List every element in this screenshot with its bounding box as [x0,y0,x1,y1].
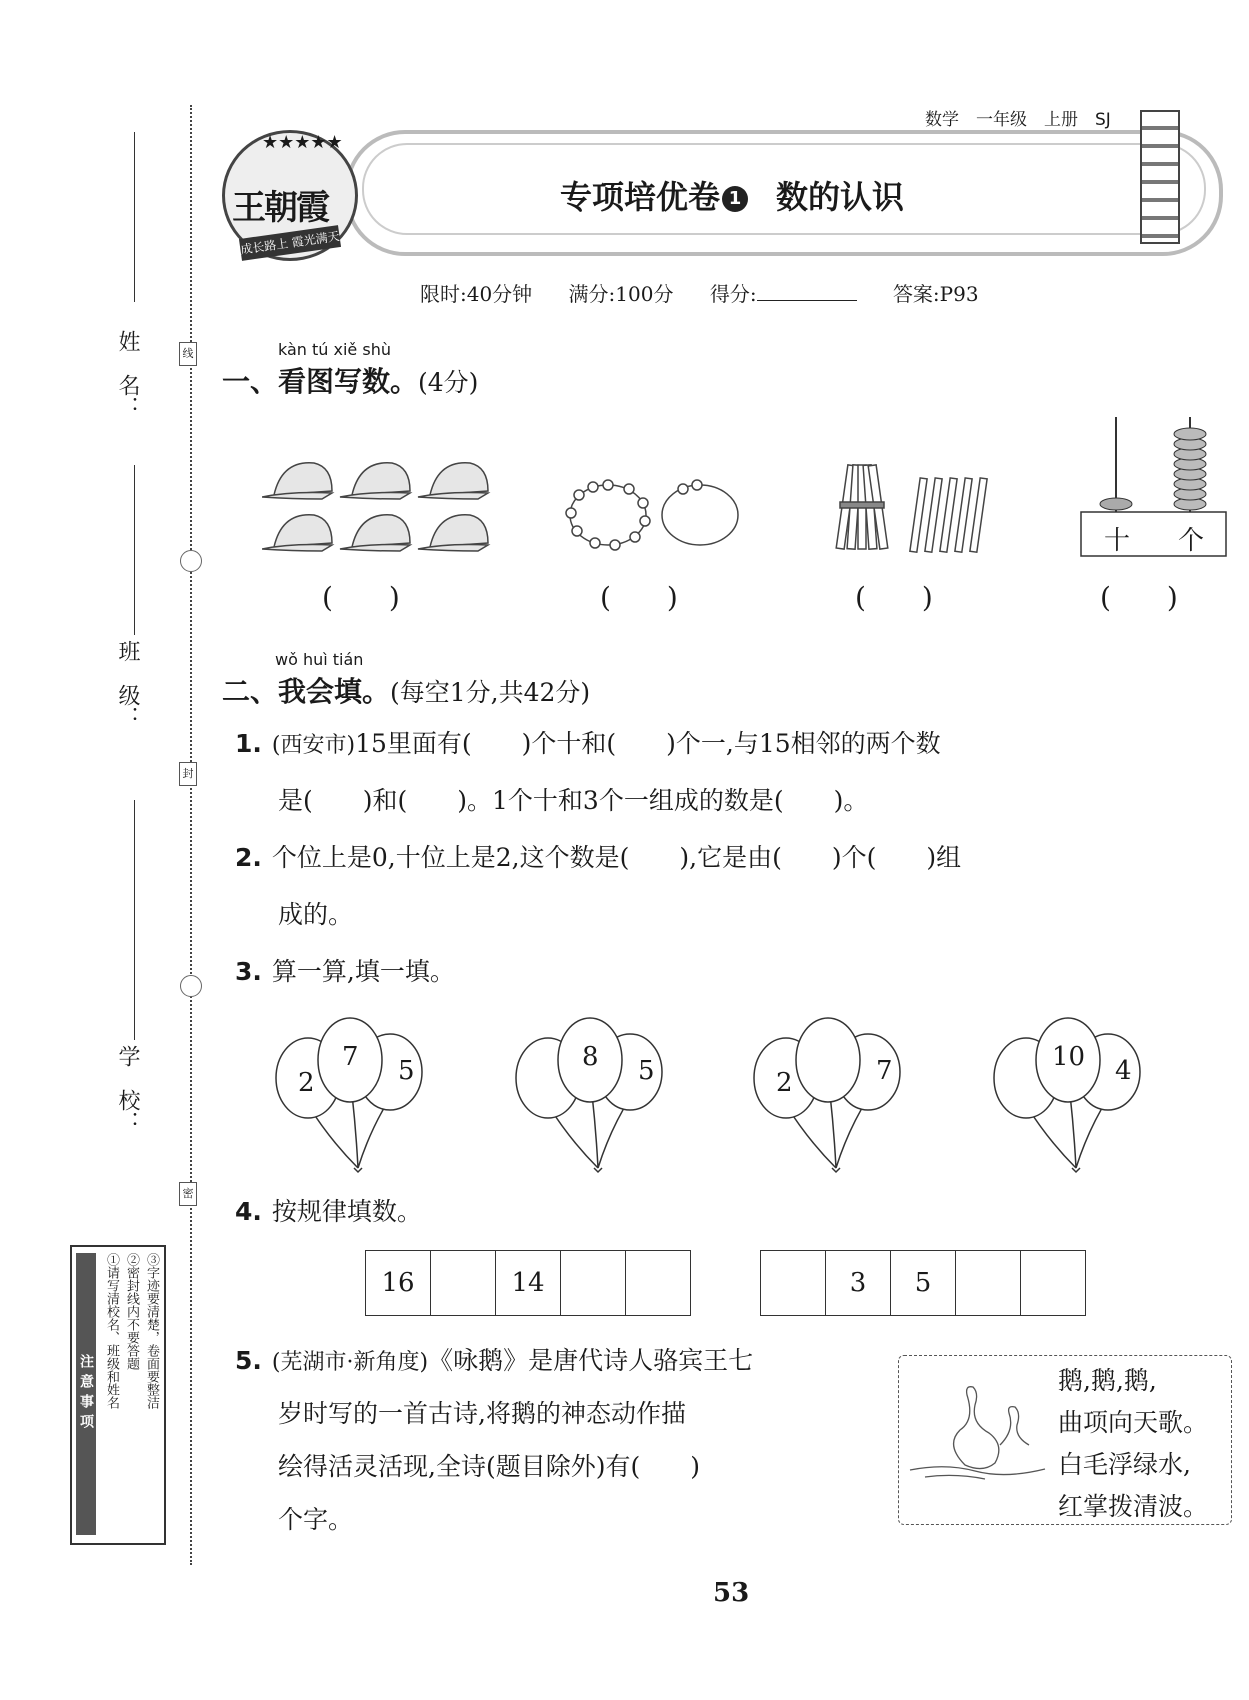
cut-mark-line: 线 [179,342,197,366]
name-label: 姓 名： [115,330,140,418]
section2-pinyin: wǒ huì tián [275,650,364,669]
notice-item: ②密封线内不要答题 [124,1253,139,1370]
seq-cell[interactable] [1021,1251,1085,1315]
answer-paren[interactable]: ( ) [855,581,933,614]
seq-cell: 16 [366,1251,431,1315]
balloon-number: 10 [1052,1042,1086,1072]
balloons-figure [270,1010,1230,1175]
stars-icon: ★★★★★ [262,132,343,153]
abacus-ones: 个 [1178,526,1205,556]
school-label: 学 校： [115,1045,140,1133]
seq-cell[interactable] [761,1251,826,1315]
seq-cell: 3 [826,1251,891,1315]
seal-line [190,105,192,1565]
school-field[interactable] [134,800,135,1040]
question-2-cont: 成的。 [278,900,354,929]
poem-line: 红掌拨清波。 [1058,1492,1209,1521]
balloon-number: 8 [582,1042,599,1072]
class-field[interactable] [134,465,135,635]
question-2: 2. 个位上是0,十位上是2,这个数是( ),它是由( )个( )组 [235,843,962,872]
abacus-tens: 十 [1104,526,1131,556]
question-3: 3. 算一算,填一填。 [235,957,455,986]
answer-paren[interactable]: ( ) [322,581,400,614]
score-blank[interactable] [757,282,857,301]
sticks-picture [820,460,1000,560]
page-number: 53 [713,1578,750,1608]
seq-cell[interactable] [956,1251,1021,1315]
seq-cell[interactable] [431,1251,496,1315]
question-5-cont: 个字。 [278,1505,354,1534]
seq-cell[interactable] [561,1251,626,1315]
caps-picture [262,455,492,565]
seq-cell: 5 [891,1251,956,1315]
balloon-number: 4 [1115,1056,1132,1086]
question-1-cont: 是( )和( )。1个十和3个一组成的数是( )。 [278,786,869,815]
balloon-number: 2 [776,1068,793,1098]
cut-mark-seal: 封 [179,762,197,786]
notice-box [70,1245,166,1545]
notice-item: ③字迹要清楚，卷面要整洁 [144,1253,159,1409]
question-1: 1. (西安市)15里面有( )个十和( )个一,与15相邻的两个数 [235,729,941,758]
notice-head: 注意事项 [76,1253,96,1535]
answer-paren[interactable]: ( ) [600,581,678,614]
goose-icon [905,1375,1050,1485]
title-number: 1 [722,186,748,212]
abacus-picture [1078,412,1228,562]
poem-text [1058,1360,1208,1528]
section1-pinyin: kàn tú xiě shù [278,340,391,359]
question-5-cont: 绘得活灵活现,全诗(题目除外)有( ) [278,1452,700,1481]
seq-cell: 14 [496,1251,561,1315]
section2-title: 二、我会填。(每空1分,共42分) [222,675,591,708]
answer-paren[interactable]: ( ) [1100,581,1178,614]
lighthouse-icon [1140,110,1180,244]
seq-cell[interactable] [626,1251,690,1315]
poem-line: 白毛浮绿水, [1058,1450,1191,1479]
balloon-number: 5 [398,1056,415,1086]
brand-slogan: 成长路上 霞光满天 [239,225,341,261]
question-5: 5. (芜湖市·新角度)《咏鹅》是唐代诗人骆宾王七 [235,1346,754,1375]
poem-line: 曲项向天歌。 [1058,1408,1209,1437]
sequence-2 [760,1250,1086,1316]
swirl-icon [180,550,202,572]
subject-meta: 数学 一年级 上册 SJ [925,110,1111,130]
balloon-number: 7 [876,1056,893,1086]
sequence-1 [365,1250,691,1316]
notice-item: ①请写清校名、班级和姓名 [104,1253,119,1409]
balloon-number: 7 [342,1042,359,1072]
balloon-number: 2 [298,1068,315,1098]
cut-mark-secret: 密 [179,1182,197,1206]
poem-line: 鹅,鹅,鹅, [1058,1366,1157,1395]
class-label: 班 级： [115,640,140,728]
balloon-number: 5 [638,1056,655,1086]
question-4: 4. 按规律填数。 [235,1197,422,1226]
section1-title: 一、看图写数。(4分) [222,365,479,398]
question-5-cont: 岁时写的一首古诗,将鹅的神态动作描 [278,1399,686,1428]
beads-picture [565,475,745,555]
swirl-icon [180,975,202,997]
name-field[interactable] [134,132,135,302]
exam-info: 限时:40分钟 满分:100分 得分: 答案:P93 [420,282,979,306]
page-title: 专项培优卷 1 数的认识 [560,178,905,216]
brand-name: 王朝霞 [232,188,328,228]
